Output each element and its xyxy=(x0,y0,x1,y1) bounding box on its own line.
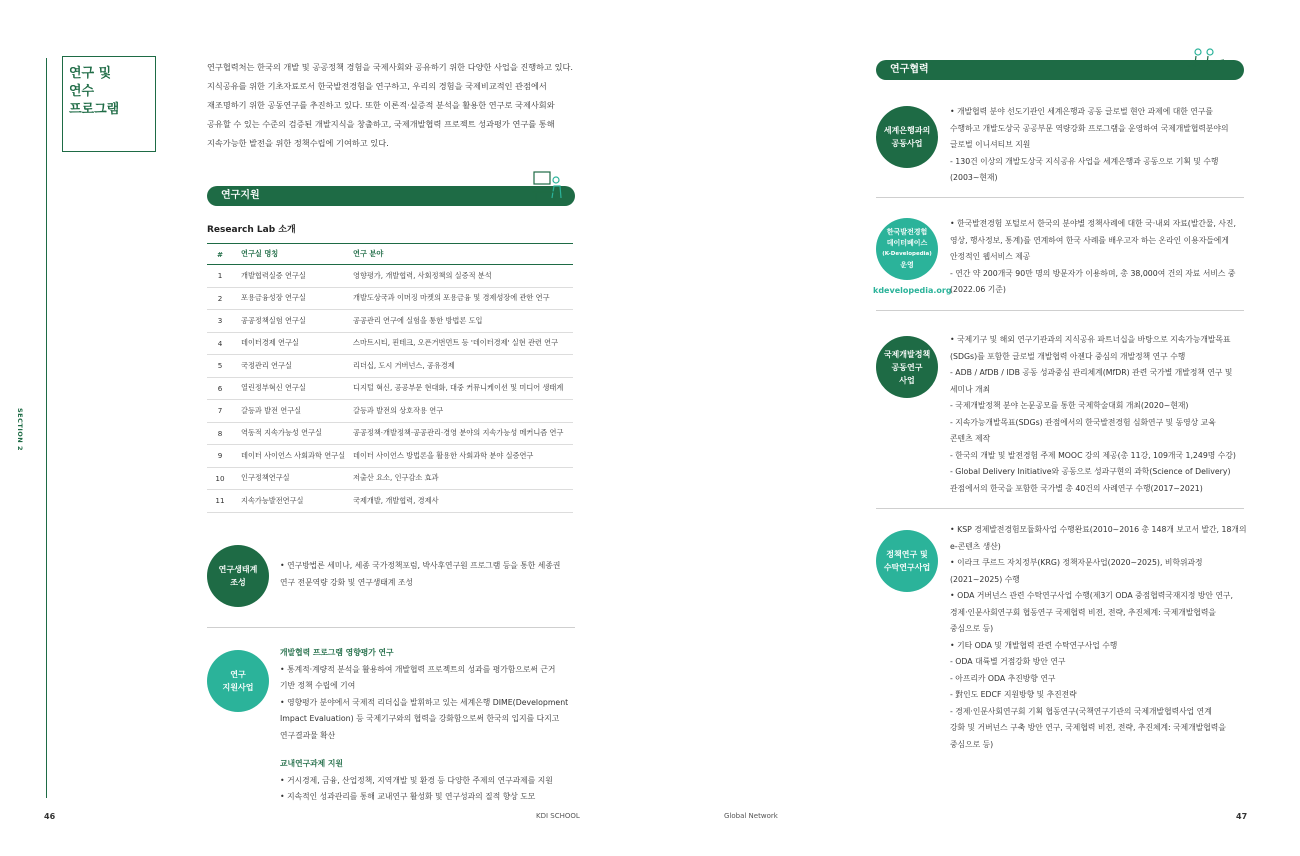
desk-worker-icon xyxy=(528,168,570,208)
text-line: (SDGs)를 포함한 글로벌 개발협력 아젠다 중심의 개발정책 연구 수행 xyxy=(950,351,1186,361)
table-cell-field: 디지털 혁신, 공공부문 현대화, 대중 커뮤니케이션 및 미디어 생태계 xyxy=(353,377,573,400)
research-support-header xyxy=(207,186,575,206)
table-cell-num: 6 xyxy=(207,377,233,400)
circle-line: (K-Developedia) xyxy=(882,251,932,257)
text-line: 연구결과물 확산 xyxy=(280,730,336,740)
text-line: - 한국의 개발 및 발전경험 주제 MOOC 강의 제공(총 11강, 109개국 1,249명 수강) xyxy=(950,450,1236,460)
table-cell-num: 3 xyxy=(207,310,233,333)
circle-line: 사업 xyxy=(899,375,915,385)
table-row xyxy=(207,332,573,355)
page-number-left: 46 xyxy=(44,812,56,821)
text-line: (2021~2025) 수행 xyxy=(950,574,1020,584)
intro-line: 지속가능한 발전을 위한 정책수립에 기여하고 있다. xyxy=(207,138,389,148)
circle-line: 공동사업 xyxy=(891,139,923,148)
table-cell-num: 1 xyxy=(207,265,233,288)
text-line: (2022.06 기준) xyxy=(950,285,1006,294)
text-line: - 지속가능개발목표(SDGs) 관점에서의 한국발전경험 심화연구 및 동영상 교육 xyxy=(950,417,1216,427)
divider xyxy=(876,197,1244,198)
tug-of-war-icon xyxy=(1186,46,1226,80)
text-line: 관점에서의 한국을 포함한 국가별 총 40건의 사례연구 수행(2017~2021) xyxy=(950,483,1203,493)
table-row xyxy=(207,377,573,400)
table-cell-name: 인구정책연구실 xyxy=(233,467,353,490)
table-cell-num: 7 xyxy=(207,400,233,423)
circle-line: 정책연구 및 xyxy=(886,550,928,559)
table-cell-name: 개발협력실증 연구실 xyxy=(233,265,353,288)
text-line: • ODA 거버넌스 관련 수탁연구사업 수행(제3기 ODA 중점협력국재지정 방안 연구, xyxy=(950,591,1233,600)
text-line: 연구 전문역량 강화 및 연구생태계 조성 xyxy=(280,577,413,587)
col-header-field: 연구 분야 xyxy=(353,244,573,265)
kdev-text xyxy=(950,216,1250,299)
commissioned-circle xyxy=(876,530,938,592)
text-line: 강화 및 거버넌스 구축 방안 연구, 국제협력 비전, 전략, 추진체계: 국제개발협력을 xyxy=(950,723,1226,732)
table-cell-field: 갈등과 발전의 상호작용 연구 xyxy=(353,400,573,423)
table-row xyxy=(207,467,573,490)
text-line: - ODA 대륙별 거점강화 방안 연구 xyxy=(950,657,1066,666)
circle-line: 공동연구 xyxy=(891,362,923,372)
table-row xyxy=(207,355,573,378)
text-line: 중심으로 등) xyxy=(950,739,994,749)
text-line: Impact Evaluation) 등 국제기구와의 협력을 강화함으로써 한국의 입지를 다지고 xyxy=(280,714,560,723)
section-label: SECTION 2 xyxy=(16,408,24,451)
header-label: 연구지원 xyxy=(221,190,260,201)
circle-line: 지원사업 xyxy=(222,683,254,692)
text-line: • 지속적인 성과관리를 통해 교내연구 활성화 및 연구성과의 질적 향상 도모 xyxy=(280,792,536,801)
intro-line: 연구협력처는 한국의 개발 및 공공정책 경험을 국제사회와 공유하기 위한 다양한 사업을 진행하고 있다. xyxy=(207,62,574,72)
text-line: - 국제개발정책 분야 논문공모를 통한 국제학술대회 개최(2020~현재) xyxy=(950,401,1189,410)
text-line: - 연간 약 200개국 90만 명의 방문자가 이용하며, 총 38,000여 건의 자료 서비스 중 xyxy=(950,268,1236,278)
footer-right: Global Network xyxy=(724,812,778,820)
footer-left: KDI SCHOOL xyxy=(536,812,580,820)
subheading: 개발협력 프로그램 영향평가 연구 xyxy=(280,648,394,657)
circle-line: 조성 xyxy=(230,578,246,587)
circle-line: 국제개발정책 xyxy=(883,349,931,359)
table-row xyxy=(207,310,573,333)
worldbank-circle xyxy=(876,106,938,168)
table-cell-name: 지속가능발전연구실 xyxy=(233,490,353,513)
circle-line: 연구생태계 xyxy=(218,565,258,574)
text-line: • 연구방법론 세미나, 세종 국가정책포럼, 박사후연구원 프로그램 등을 통한 세종권 xyxy=(280,561,561,570)
table-cell-field: 개발도상국과 이머징 마켓의 포용금융 및 경제성장에 관한 연구 xyxy=(353,287,573,310)
kdevelopedia-link[interactable]: kdevelopedia.org xyxy=(873,286,952,295)
policy-joint-text xyxy=(950,332,1250,497)
table-cell-num: 4 xyxy=(207,332,233,355)
table-cell-name: 공공정책실험 연구실 xyxy=(233,310,353,333)
divider xyxy=(876,310,1244,311)
intro-line: 지식공유를 위한 기초자료로서 한국발전경험을 연구하고, 우리의 경험을 국제비교적인 관점에서 xyxy=(207,81,547,91)
text-line: • 이라크 쿠르드 자치정부(KRG) 정책자문사업(2020~2025), 비학위과정 xyxy=(950,558,1203,567)
table-cell-field: 공공정책·개발정책·공공관리·경영 분야의 지속가능성 메커니즘 연구 xyxy=(353,422,573,445)
page-title xyxy=(62,56,156,152)
page-number-right: 47 xyxy=(1236,812,1248,821)
table-cell-num: 11 xyxy=(207,490,233,513)
table-cell-name: 갈등과 발전 연구실 xyxy=(233,400,353,423)
text-line: - 對인도 EDCF 지원방향 및 추진전략 xyxy=(950,690,1077,699)
table-cell-name: 열린정부혁신 연구실 xyxy=(233,377,353,400)
table-cell-field: 공공관리 연구에 실험을 통한 방법론 도입 xyxy=(353,310,573,333)
divider xyxy=(876,508,1244,509)
title-line: 연구 및 xyxy=(69,66,112,81)
text-line: - ADB / AfDB / IDB 공동 성과중심 관리체계(MfDR) 관련 국가별 개발정책 연구 및 xyxy=(950,368,1233,377)
table-cell-name: 데이터 사이언스 사회과학 연구실 xyxy=(233,445,353,468)
subheading: 교내연구과제 지원 xyxy=(280,759,343,768)
kdev-circle xyxy=(876,218,938,280)
circle-line: 수탁연구사업 xyxy=(883,563,931,572)
text-line: - 130건 이상의 개발도상국 지식공유 사업을 세계은행과 공동으로 기획 및 수행 xyxy=(950,156,1219,166)
table-row xyxy=(207,400,573,423)
divider xyxy=(207,627,575,628)
text-line: • 국제기구 및 해외 연구기관과의 지식공유 파트너십을 바탕으로 지속가능개발목표 xyxy=(950,335,1231,344)
circle-line: 데이터베이스 xyxy=(886,239,928,247)
text-line: • 영향평가 분야에서 국제적 리더십을 발휘하고 있는 세계은행 DIME(Development xyxy=(280,697,569,707)
text-line: 수행하고 개발도상국 공공부문 역량강화 프로그램을 운영하여 국제개발협력분야의 xyxy=(950,123,1229,133)
text-line: • 통계적·계량적 분석을 활용하여 개발협력 프로젝트의 성과를 평가함으로써 근거 xyxy=(280,664,556,674)
ecosystem-text xyxy=(280,558,580,591)
table-row xyxy=(207,287,573,310)
table-cell-num: 10 xyxy=(207,467,233,490)
text-line: • 기타 ODA 및 개발협력 관련 수탁연구사업 수행 xyxy=(950,640,1118,650)
text-line: - 아프리카 ODA 추진방향 연구 xyxy=(950,673,1056,683)
col-header-num: # xyxy=(207,244,233,265)
title-line: 연수 xyxy=(69,84,95,99)
table-row xyxy=(207,265,573,288)
intro-paragraph xyxy=(207,58,577,153)
table-cell-name: 역동적 지속가능성 연구실 xyxy=(233,422,353,445)
worldbank-text xyxy=(950,104,1250,187)
table-cell-num: 8 xyxy=(207,422,233,445)
text-line: e-콘텐츠 생산) xyxy=(950,541,1001,551)
table-row xyxy=(207,445,573,468)
table-cell-field: 저출산 요소, 인구감소 효과 xyxy=(353,467,573,490)
table-cell-field: 스마트시티, 핀테크, 오픈거번먼트 등 '데이터경제' 실현 관련 연구 xyxy=(353,332,573,355)
circle-line: 운영 xyxy=(900,261,914,269)
support-project-circle xyxy=(207,650,269,712)
table-cell-field: 리더십, 도시 거버넌스, 공유경제 xyxy=(353,355,573,378)
table-cell-name: 포용금융성장 연구실 xyxy=(233,287,353,310)
text-line: 기반 정책 수립에 기여 xyxy=(280,681,356,690)
ecosystem-circle xyxy=(207,545,269,607)
table-cell-num: 9 xyxy=(207,445,233,468)
table-cell-field: 영향평가, 개발협력, 사회정책의 실증적 분석 xyxy=(353,265,573,288)
table-cell-field: 데이터 사이언스 방법론을 활용한 사회과학 분야 실증연구 xyxy=(353,445,573,468)
text-line: 글로벌 이니셔티브 지원 xyxy=(950,140,1031,149)
intro-line: 재조명하기 위한 공동연구를 추진하고 있다. 또한 이론적·실증적 분석을 활용한 연구로 국제사회와 xyxy=(207,100,555,110)
text-line: 세미나 개최 xyxy=(950,384,991,394)
text-line: - 경제·인문사회연구회 기획 협동연구(국책연구기관의 국제개발협력사업 연계 xyxy=(950,706,1212,716)
policy-joint-circle xyxy=(876,336,938,398)
circle-line: 세계은행과의 xyxy=(883,126,931,135)
text-line: 중심으로 등) xyxy=(950,624,994,633)
text-line: 영상, 행사정보, 통계)를 연계하여 한국 사례를 배우고자 하는 온라인 이용자들에게 xyxy=(950,235,1229,245)
text-line: 콘텐츠 제작 xyxy=(950,434,991,443)
text-line: • 거시경제, 금융, 산업정책, 지역개발 및 환경 등 다양한 주제의 연구과제를 지원 xyxy=(280,775,553,785)
text-line: 경제·인문사회연구회 협동연구 국제협력 비전, 전략, 추진체계: 국제개발협력을 xyxy=(950,607,1216,617)
text-line: • 한국발전경험 포털로서 한국의 분야별 정책사례에 대한 국·내외 자료(발간물, 사진, xyxy=(950,219,1236,228)
table-row xyxy=(207,490,573,513)
title-line: 프로그램 xyxy=(69,102,120,117)
circle-line: 한국발전경험 xyxy=(886,228,928,236)
intro-line: 공유할 수 있는 수준의 검증된 개발지식을 창출하고, 국제개발협력 프로젝트 성과평가 연구를 통해 xyxy=(207,119,555,129)
table-cell-num: 2 xyxy=(207,287,233,310)
text-line: • KSP 경제발전경험모듈화사업 수행완료(2010~2016 총 148개 보고서 발간, 18개의 xyxy=(950,525,1247,534)
text-line: - Global Delivery Initiative와 공동으로 성과구현의 과학(Science of Delivery) xyxy=(950,467,1231,476)
support-project-text xyxy=(280,645,580,806)
text-line: (2003~현재) xyxy=(950,173,998,182)
text-line: 안정적인 웹서비스 제공 xyxy=(950,252,1031,261)
table-cell-name: 국정관리 연구실 xyxy=(233,355,353,378)
commissioned-text xyxy=(950,522,1250,753)
circle-line: 연구 xyxy=(230,670,246,679)
table-cell-field: 국제개발, 개발협력, 경제사 xyxy=(353,490,573,513)
table-cell-num: 5 xyxy=(207,355,233,378)
research-lab-table xyxy=(207,243,573,513)
research-lab-title: Research Lab 소개 xyxy=(207,225,296,235)
header-label: 연구협력 xyxy=(890,64,929,75)
left-vertical-rule xyxy=(46,58,47,798)
table-cell-name: 데이터경제 연구실 xyxy=(233,332,353,355)
text-line: • 개발협력 분야 선도기관인 세계은행과 공동 글로벌 현안 과제에 대한 연구를 xyxy=(950,107,1213,116)
table-row xyxy=(207,422,573,445)
col-header-name: 연구실 명칭 xyxy=(233,244,353,265)
